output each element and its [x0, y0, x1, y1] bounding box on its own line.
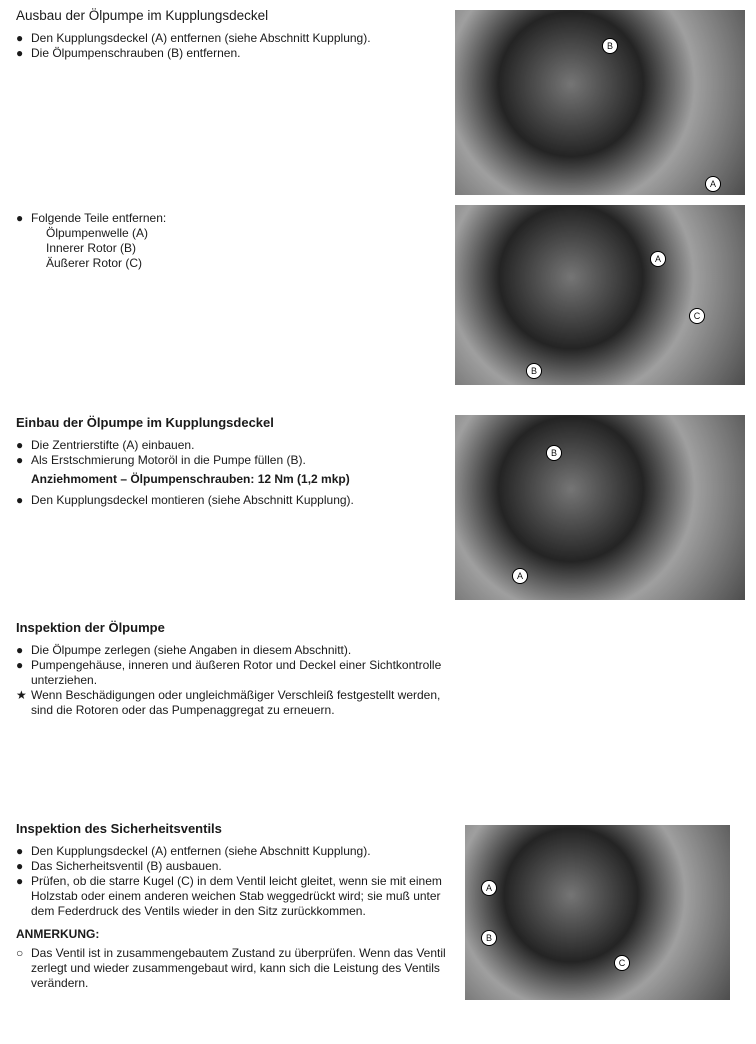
note-title: ANMERKUNG: [16, 927, 100, 941]
section-title: Ausbau der Ölpumpe im Kupplungsdeckel [16, 8, 269, 23]
bullet-icon: ● [16, 211, 24, 225]
list-item: ● Das Sicherheitsventil (B) ausbauen. [16, 859, 222, 873]
star-icon: ★ [16, 688, 27, 702]
section-removal [16, 8, 446, 61]
bullet-icon: ● [16, 658, 24, 672]
list-item: ● Den Kupplungsdeckel (A) entfernen (siehe Abschnitt Kupplung). [16, 31, 371, 45]
list-item: ● Prüfen, ob die starre Kugel (C) in dem Ventil leicht gleitet, wenn sie mit einem Holzstab oder einem anderen weichen Stab weggedrückt wird; sie muß unter dem Federdruck des Ventils wieder in den Sitz zurückkommen. [16, 874, 442, 918]
photo-rotors [455, 205, 745, 385]
bullet-icon: ● [16, 46, 24, 60]
list-item: ● Die Ölpumpenschrauben (B) entfernen. [16, 46, 241, 60]
list-item: ● Als Erstschmierung Motoröl in die Pumpe füllen (B). [16, 453, 306, 467]
section-title: Inspektion des Sicherheitsventils [16, 821, 222, 836]
photo-pump-cover [455, 10, 745, 195]
list-item: ● Folgende Teile entfernen: [16, 211, 167, 225]
note-item: ○ Das Ventil ist in zusammengebautem Zustand zu überprüfen. Wenn das Ventil zerlegt und wieder zusammengebaut wird, kann sich die Leistung des Ventils verändern. [16, 946, 446, 990]
section-valve-inspection [16, 821, 446, 991]
callout-label: B [481, 930, 497, 946]
callout-label: B [602, 38, 618, 54]
list-item: ● Pumpengehäuse, inneren und äußeren Rotor und Deckel einer Sichtkontrolle unterziehen. [16, 658, 442, 687]
bullet-icon: ● [16, 493, 24, 507]
section-title: Einbau der Ölpumpe im Kupplungsdeckel [16, 415, 274, 430]
callout-label: C [689, 308, 705, 324]
callout-label: A [705, 176, 721, 192]
bullet-icon: ● [16, 438, 24, 452]
bullet-icon: ● [16, 844, 24, 858]
section-pump-inspection [16, 620, 446, 718]
bullet-icon: ● [16, 859, 24, 873]
callout-label: B [526, 363, 542, 379]
section-parts [16, 211, 446, 271]
bullet-icon: ● [16, 31, 24, 45]
list-item: ● Die Ölpumpe zerlegen (siehe Angaben in diesem Abschnitt). [16, 643, 352, 657]
list-item: ● Den Kupplungsdeckel montieren (siehe Abschnitt Kupplung). [16, 493, 354, 507]
torque-spec: Anziehmoment – Ölpumpenschrauben: 12 Nm (1,2 mkp) [31, 472, 350, 486]
callout-label: A [481, 880, 497, 896]
list-item: ★ Wenn Beschädigungen oder ungleichmäßiger Verschleiß festgestellt werden, sind die Rotoren oder das Pumpenaggregat zu erneuern. [16, 688, 441, 717]
callout-label: C [614, 955, 630, 971]
callout-label: A [512, 568, 528, 584]
list-item: ● Die Zentrierstifte (A) einbauen. [16, 438, 195, 452]
sub-item: Ölpumpenwelle (A) [46, 226, 149, 240]
callout-label: A [650, 251, 666, 267]
callout-label: B [546, 445, 562, 461]
photo-relief-valve [465, 825, 730, 1000]
circle-icon: ○ [16, 946, 24, 960]
bullet-icon: ● [16, 874, 24, 888]
sub-item: Innerer Rotor (B) [46, 241, 137, 255]
bullet-icon: ● [16, 453, 24, 467]
photo-installation [455, 415, 745, 600]
section-title: Inspektion der Ölpumpe [16, 620, 165, 635]
bullet-icon: ● [16, 643, 24, 657]
section-installation [16, 415, 446, 508]
list-item: ● Den Kupplungsdeckel (A) entfernen (siehe Abschnitt Kupplung). [16, 844, 371, 858]
sub-item: Äußerer Rotor (C) [46, 256, 143, 270]
